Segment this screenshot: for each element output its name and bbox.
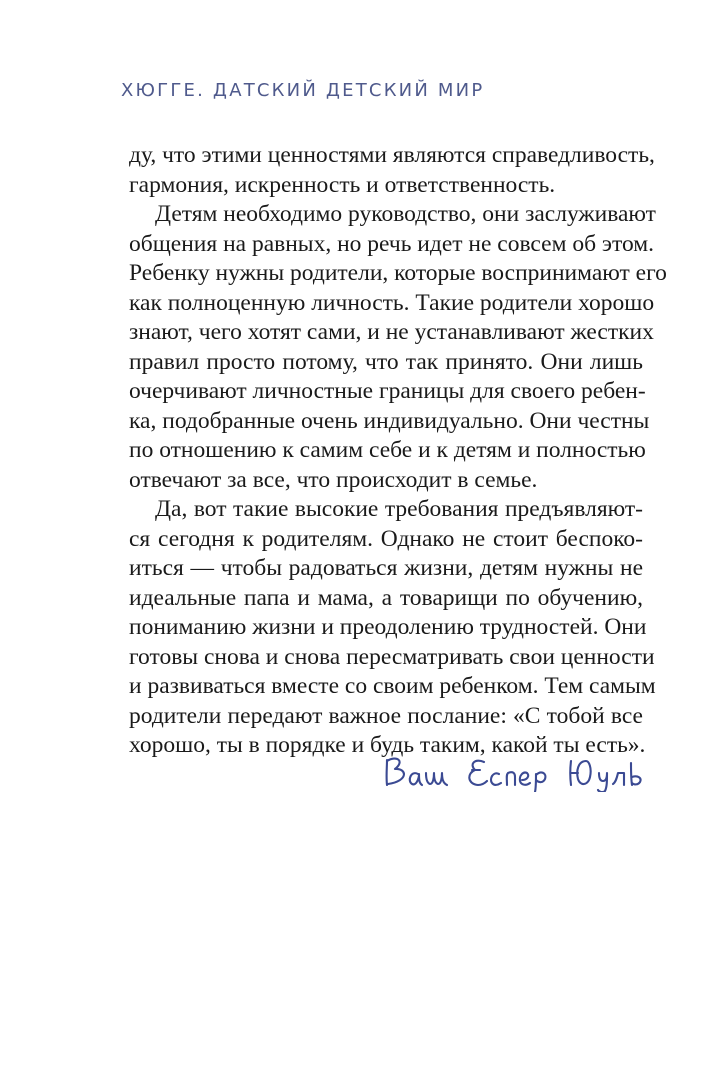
text-line: идеальные папа и мама, а товарищи по обучению, (129, 584, 643, 611)
text-line: иться — чтобы радоваться жизни, детям нужны не (129, 555, 643, 581)
text-line: ся сегодня к родителям. Однако не стоит беспоко- (129, 525, 643, 552)
handwritten-signature (381, 752, 645, 792)
text-line: отвечают за все, что происходит в семье. (129, 466, 538, 493)
text-line: ка, подобранные очень индивидуально. Они честны (129, 407, 650, 434)
text-line: по отношению к самим себе и к детям и полностью (129, 437, 646, 463)
text-line: пониманию жизни и преодолению трудностей. Они (129, 614, 647, 640)
text-line: очерчивают личностные границы для своего ребен- (129, 378, 646, 404)
text-line: Детям необходимо руководство, они заслуживают (155, 201, 656, 227)
text-line: Да, вот такие высокие требования предъявляют- (155, 496, 643, 522)
running-head: ХЮГГЕ. ДАТСКИЙ ДЕТСКИЙ МИР (121, 80, 485, 101)
signature-drawing (381, 752, 645, 792)
text-line: правил просто потому, что так принято. Они лишь (129, 348, 643, 375)
text-line: гармония, искренность и ответственность. (129, 171, 556, 198)
text-line: готовы снова и снова пересматривать свои ценности (129, 643, 655, 670)
text-line: общения на равных, но речь идет не совсем об этом. (129, 230, 654, 257)
text-line: родители передают важное послание: «С тобой все (129, 702, 643, 729)
text-line: как полноценную личность. Такие родители хорошо (129, 289, 655, 316)
text-line: ду, что этими ценностями являются справедливость, (129, 142, 655, 168)
body-text (129, 141, 667, 761)
text-line: хорошо, ты в порядке и будь таким, какой ты есть». (129, 732, 646, 758)
text-line: Ребенку нужны родители, которые воспринимают его (129, 260, 667, 286)
text-line: знают, чего хотят сами, и не устанавливают жестких (129, 319, 654, 345)
text-line: и развиваться вместе со своим ребенком. Тем самым (129, 673, 656, 699)
